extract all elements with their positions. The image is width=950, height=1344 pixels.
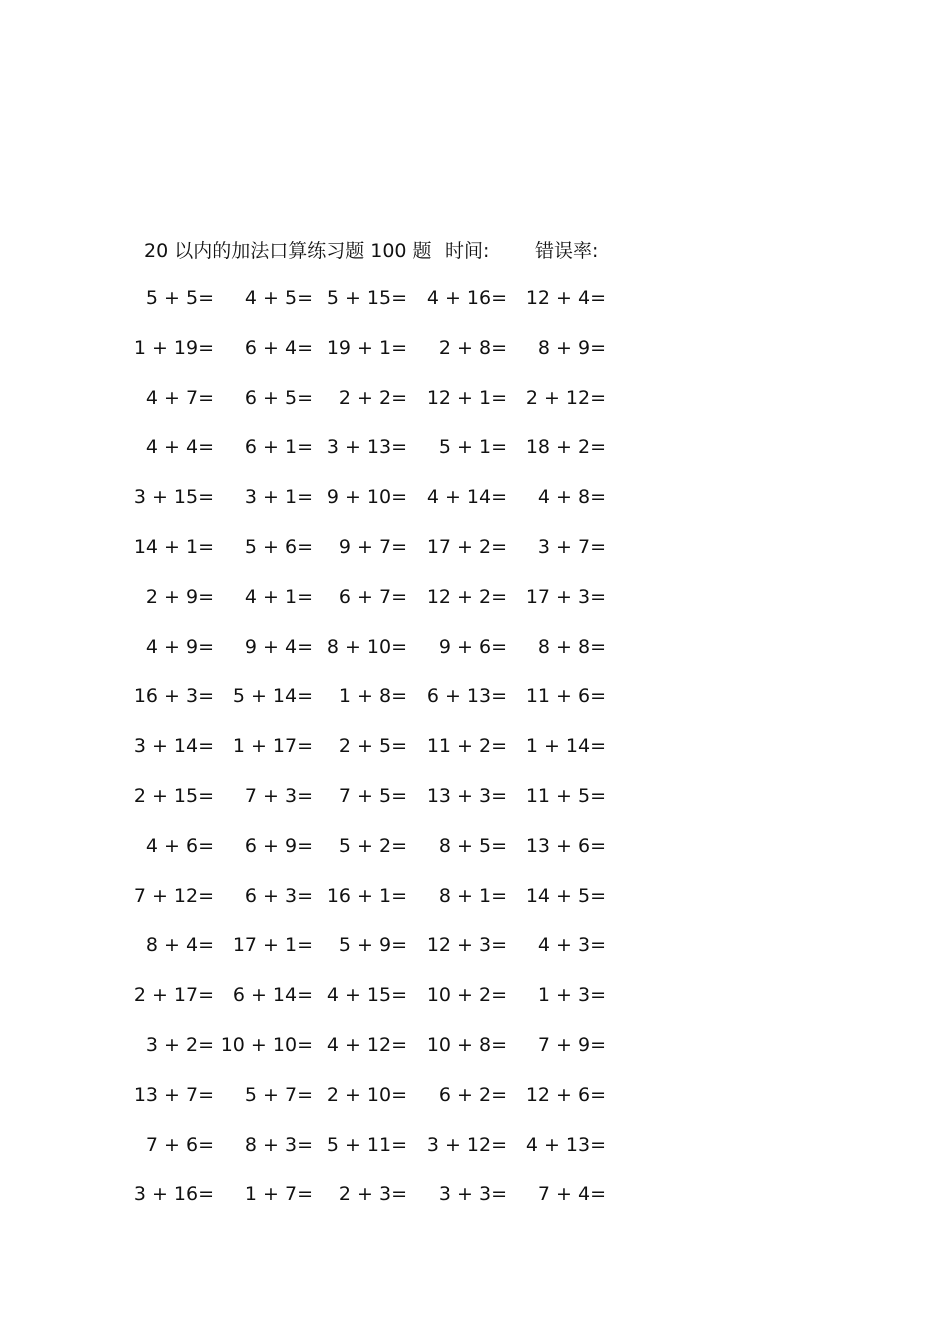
problem-item: 8 + 1= [438, 884, 507, 907]
problem-item: 2 + 17= [133, 984, 214, 1007]
problem-item: 4 + 1= [244, 585, 313, 608]
problem-item: 8 + 3= [244, 1133, 313, 1156]
problem-item: 1 + 7= [244, 1183, 313, 1206]
problem-item: 6 + 1= [244, 436, 313, 459]
problem-item: 1 + 8= [338, 685, 407, 708]
problem-item: 6 + 4= [244, 336, 313, 359]
problem-item: 7 + 5= [338, 785, 407, 807]
problem-item: 2 + 15= [133, 785, 214, 807]
problem-item: 7 + 3= [244, 785, 313, 807]
problem-item: 4 + 9= [145, 635, 214, 658]
problem-item: 2 + 3= [338, 1183, 407, 1206]
problem-item: 16 + 3= [133, 685, 214, 708]
problem-item: 2 + 10= [326, 1083, 407, 1106]
problem-item: 9 + 4= [244, 635, 313, 658]
problem-item: 3 + 3= [438, 1183, 507, 1206]
problem-item: 4 + 13= [525, 1133, 606, 1156]
problem-item: 17 + 3= [525, 585, 606, 608]
problem-item: 8 + 5= [438, 834, 507, 857]
problem-item: 5 + 9= [338, 934, 407, 957]
problem-item: 3 + 15= [133, 486, 214, 509]
problem-item: 6 + 7= [338, 585, 407, 608]
problem-item: 4 + 8= [537, 486, 606, 509]
problem-item: 5 + 1= [438, 436, 507, 459]
problem-item: 5 + 5= [145, 287, 214, 309]
problem-item: 2 + 12= [525, 386, 606, 409]
problem-item: 4 + 15= [326, 984, 407, 1007]
problem-item: 7 + 4= [537, 1183, 606, 1206]
problem-item: 11 + 2= [426, 735, 507, 758]
problem-item: 3 + 13= [326, 436, 407, 459]
problem-item: 10 + 2= [426, 984, 507, 1007]
problem-item: 12 + 6= [525, 1083, 606, 1106]
problem-item: 11 + 6= [525, 685, 606, 708]
problem-item: 5 + 15= [326, 287, 407, 309]
problem-item: 12 + 4= [525, 287, 606, 309]
problem-item: 2 + 2= [338, 386, 407, 409]
problem-item: 16 + 1= [326, 884, 407, 907]
problem-item: 8 + 10= [326, 635, 407, 658]
problem-item: 19 + 1= [326, 336, 407, 359]
problem-item: 3 + 12= [426, 1133, 507, 1156]
problem-item: 4 + 16= [426, 287, 507, 309]
problem-item: 10 + 8= [426, 1034, 507, 1056]
problem-item: 2 + 9= [145, 585, 214, 608]
problem-item: 7 + 9= [537, 1034, 606, 1056]
problem-item: 13 + 6= [525, 834, 606, 857]
problem-item: 10 + 10= [220, 1034, 313, 1056]
problem-item: 8 + 4= [145, 934, 214, 957]
problem-item: 9 + 10= [326, 486, 407, 509]
problem-item: 6 + 2= [438, 1083, 507, 1106]
problem-item: 1 + 17= [232, 735, 313, 758]
problem-item: 5 + 14= [232, 685, 313, 708]
problem-item: 4 + 5= [244, 287, 313, 309]
problem-item: 11 + 5= [525, 785, 606, 807]
worksheet-header [144, 236, 664, 264]
problem-item: 5 + 6= [244, 536, 313, 558]
problem-item: 18 + 2= [525, 436, 606, 459]
problem-item: 5 + 11= [326, 1133, 407, 1156]
problem-item: 12 + 3= [426, 934, 507, 957]
error-rate-label: 错误率: [535, 240, 599, 262]
problem-item: 1 + 14= [525, 735, 606, 758]
problem-item: 5 + 2= [338, 834, 407, 857]
time-label: 时间: [445, 240, 490, 262]
problem-item: 14 + 1= [133, 536, 214, 558]
problem-item: 3 + 14= [133, 735, 214, 758]
problem-item: 12 + 1= [426, 386, 507, 409]
problem-item: 3 + 7= [537, 536, 606, 558]
problem-item: 13 + 3= [426, 785, 507, 807]
problem-item: 6 + 9= [244, 834, 313, 857]
problem-item: 8 + 9= [537, 336, 606, 359]
problem-item: 6 + 13= [426, 685, 507, 708]
problem-item: 2 + 5= [338, 735, 407, 758]
problem-item: 7 + 12= [133, 884, 214, 907]
problem-item: 12 + 2= [426, 585, 507, 608]
problem-item: 6 + 5= [244, 386, 313, 409]
problem-item: 7 + 6= [145, 1133, 214, 1156]
problem-item: 3 + 1= [244, 486, 313, 509]
problem-item: 17 + 2= [426, 536, 507, 558]
problem-item: 5 + 7= [244, 1083, 313, 1106]
problem-item: 14 + 5= [525, 884, 606, 907]
problem-item: 4 + 3= [537, 934, 606, 957]
problem-item: 4 + 7= [145, 386, 214, 409]
problem-item: 3 + 16= [133, 1183, 214, 1206]
problem-item: 4 + 14= [426, 486, 507, 509]
problem-item: 4 + 6= [145, 834, 214, 857]
problem-item: 6 + 3= [244, 884, 313, 907]
problem-item: 6 + 14= [232, 984, 313, 1007]
problem-item: 9 + 6= [438, 635, 507, 658]
problem-item: 8 + 8= [537, 635, 606, 658]
problem-item: 13 + 7= [133, 1083, 214, 1106]
worksheet-title: 20 以内的加法口算练习题 100 题 [144, 240, 432, 262]
problem-item: 9 + 7= [338, 536, 407, 558]
problem-item: 3 + 2= [145, 1034, 214, 1056]
problem-item: 1 + 3= [537, 984, 606, 1007]
problem-item: 4 + 4= [145, 436, 214, 459]
problem-item: 17 + 1= [232, 934, 313, 957]
problem-item: 4 + 12= [326, 1034, 407, 1056]
problem-item: 2 + 8= [438, 336, 507, 359]
problem-item: 1 + 19= [133, 336, 214, 359]
